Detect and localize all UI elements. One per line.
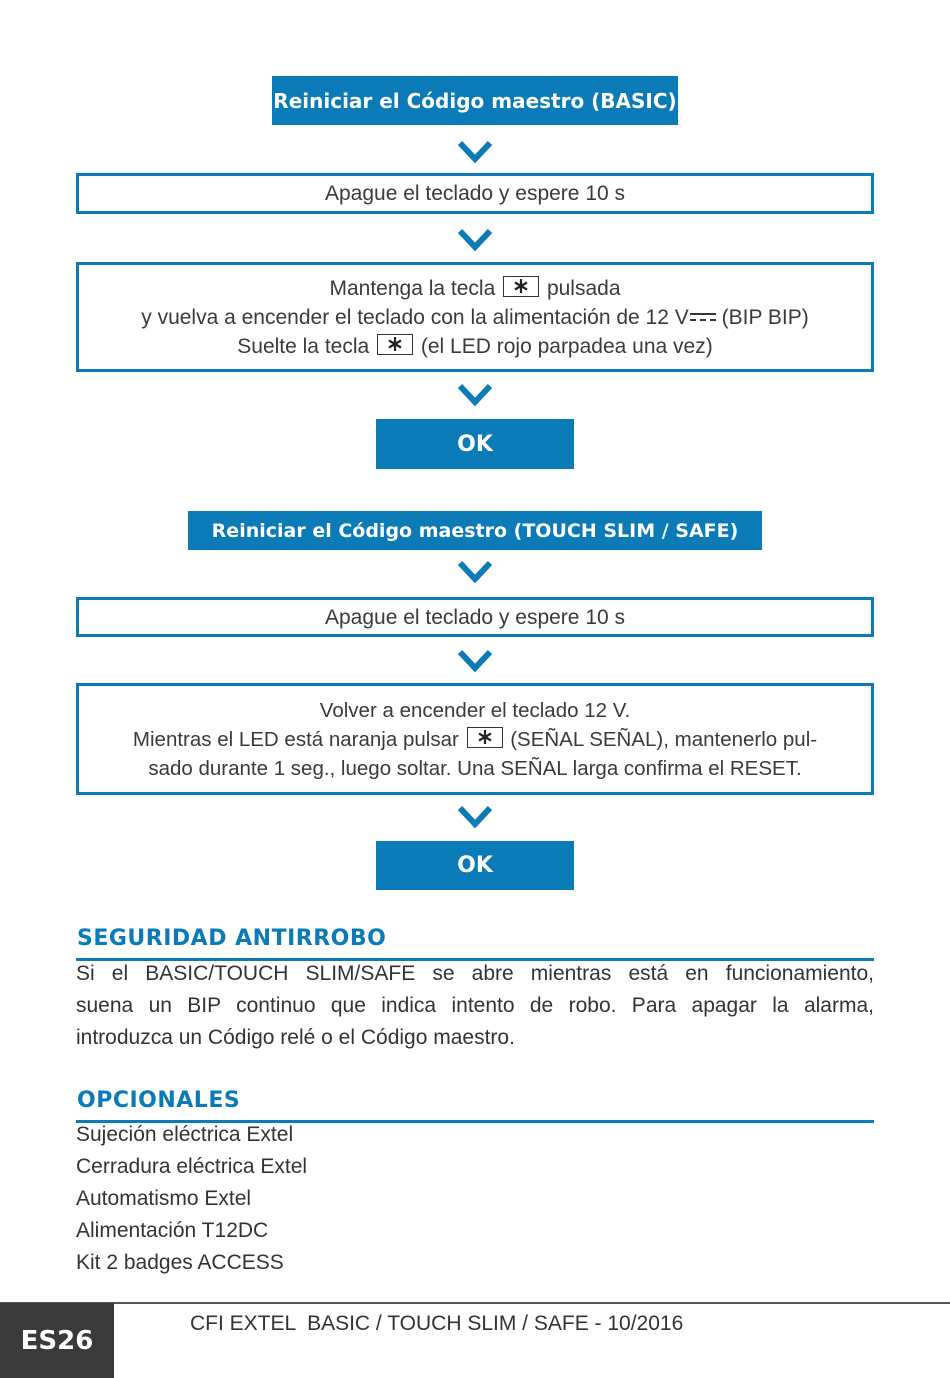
flow2-step2-line2a: Mientras el LED está naranja pulsar [132, 727, 459, 751]
flow2-step1-text: Apague el teclado y espere 10 s [324, 605, 626, 629]
page-number-tag: ES26 [0, 1303, 114, 1378]
flow2-step2-line2b: (SEÑAL SEÑAL), mantenerlo pul- [510, 727, 818, 751]
flow1-step2-line2b: (BIP BIP) [721, 305, 809, 329]
asterisk-key-icon [503, 276, 539, 297]
options-list [76, 1119, 874, 1279]
flow2-step1 [76, 597, 874, 637]
dc-symbol-icon [690, 313, 716, 323]
flow1-step1 [76, 173, 874, 214]
asterisk-key-icon [467, 727, 503, 748]
list-item: Automatismo Extel [76, 1187, 252, 1210]
asterisk-key-icon [377, 334, 413, 355]
list-item: Alimentación T12DC [76, 1219, 269, 1242]
flow2-step2-line3: sado durante 1 seg., luego soltar. Una SEÑAL larga confirma el RESET. [148, 756, 802, 780]
flow1-step2-line3b: (el LED rojo parpadea una vez) [420, 334, 713, 358]
flow1-title: Reiniciar el Código maestro (BASIC) [272, 76, 678, 125]
flow1-step2-line1b: pulsada [546, 276, 621, 300]
footer-text: CFI EXTEL BASIC / TOUCH SLIM / SAFE - 10/2016 [190, 1312, 684, 1335]
footer-rule [0, 1302, 950, 1304]
flow2-title: Reiniciar el Código maestro (TOUCH SLIM / SAFE) [188, 511, 762, 550]
options-heading: OPCIONALES [77, 1088, 241, 1113]
list-item: Sujeción eléctrica Extel [76, 1123, 294, 1146]
down-arrow-icon [457, 224, 493, 254]
flow1-step2-line3a: Suelte la tecla [237, 334, 370, 358]
down-arrow-icon [457, 136, 493, 166]
list-item: Cerradura eléctrica Extel [76, 1155, 308, 1178]
list-item: Kit 2 badges ACCESS [76, 1251, 284, 1274]
security-line1: Si el BASIC/TOUCH SLIM/SAFE se abre mientras está en funcionamiento, [76, 962, 874, 985]
down-arrow-icon [457, 645, 493, 675]
security-paragraph [76, 958, 874, 1054]
flow2-step2-line1: Volver a encender el teclado 12 V. [319, 698, 631, 722]
down-arrow-icon [457, 556, 493, 586]
flow1-step2-line1a: Mantenga la tecla [329, 276, 496, 300]
security-heading: SEGURIDAD ANTIRROBO [77, 926, 387, 951]
flow2-ok: OK [376, 841, 574, 890]
down-arrow-icon [457, 379, 493, 409]
flow1-step2-line2a: y vuelva a encender el teclado con la alimentación de 12 V [141, 305, 689, 329]
flow2-step2 [76, 683, 874, 795]
security-line3: introduzca un Código relé o el Código maestro. [76, 1026, 515, 1049]
flow1-step2 [76, 262, 874, 372]
security-line2: suena un BIP continuo que indica intento de robo. Para apagar la alarma, [76, 994, 874, 1017]
down-arrow-icon [457, 801, 493, 831]
flow1-step1-text: Apague el teclado y espere 10 s [324, 182, 626, 205]
flow1-ok: OK [376, 419, 574, 469]
